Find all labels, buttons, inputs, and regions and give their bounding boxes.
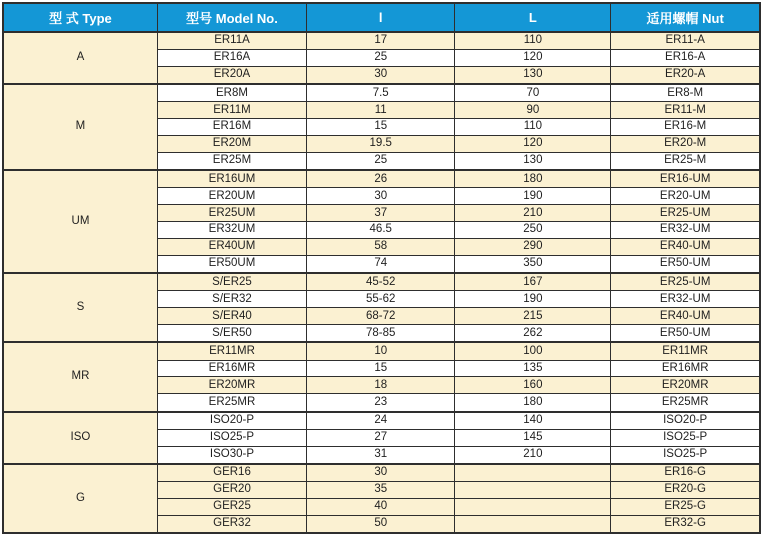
header-l-lower: l — [307, 3, 455, 32]
header-type: 型 式 Type — [3, 3, 157, 32]
group-type-cell: A — [3, 32, 157, 84]
cell-l-upper: 120 — [455, 136, 611, 153]
cell-l-upper: 110 — [455, 32, 611, 50]
cell-l-upper: 210 — [455, 205, 611, 222]
cell-model-no: GER25 — [157, 498, 306, 515]
group-type-cell: MR — [3, 342, 157, 411]
table-row — [3, 273, 760, 291]
cell-model-no: ER25M — [157, 153, 306, 171]
cell-l-upper: 180 — [455, 170, 611, 188]
cell-model-no: ER25MR — [157, 394, 306, 412]
cell-l-upper: 160 — [455, 377, 611, 394]
cell-nut: ER16-G — [611, 464, 760, 482]
table-header-row — [3, 3, 760, 32]
cell-l-upper: 190 — [455, 188, 611, 205]
cell-model-no: S/ER50 — [157, 325, 306, 343]
cell-l-lower: 68-72 — [307, 308, 455, 325]
cell-model-no: S/ER25 — [157, 273, 306, 291]
cell-model-no: ISO30-P — [157, 446, 306, 464]
cell-nut: ER50-UM — [611, 325, 760, 343]
cell-nut: ISO25-P — [611, 446, 760, 464]
cell-nut: ER16-A — [611, 50, 760, 67]
cell-l-upper — [455, 515, 611, 533]
cell-l-lower: 7.5 — [307, 84, 455, 102]
table-row — [3, 84, 760, 102]
cell-nut: ER20-G — [611, 481, 760, 498]
cell-nut: ER50-UM — [611, 256, 760, 274]
cell-model-no: ER50UM — [157, 256, 306, 274]
cell-l-upper — [455, 481, 611, 498]
cell-model-no: ISO20-P — [157, 412, 306, 430]
cell-model-no: GER32 — [157, 515, 306, 533]
cell-model-no: S/ER32 — [157, 291, 306, 308]
cell-nut: ER11MR — [611, 342, 760, 360]
cell-l-upper: 100 — [455, 342, 611, 360]
cell-nut: ER8-M — [611, 84, 760, 102]
cell-model-no: S/ER40 — [157, 308, 306, 325]
cell-l-lower: 15 — [307, 360, 455, 377]
cell-model-no: ER25UM — [157, 205, 306, 222]
cell-l-lower: 55-62 — [307, 291, 455, 308]
cell-l-lower: 19.5 — [307, 136, 455, 153]
cell-l-upper: 70 — [455, 84, 611, 102]
cell-model-no: GER16 — [157, 464, 306, 482]
cell-nut: ER11-M — [611, 102, 760, 119]
cell-l-lower: 35 — [307, 481, 455, 498]
cell-model-no: ER20UM — [157, 188, 306, 205]
cell-model-no: ER20A — [157, 67, 306, 85]
cell-model-no: ER11A — [157, 32, 306, 50]
cell-l-upper: 167 — [455, 273, 611, 291]
cell-model-no: ER16M — [157, 119, 306, 136]
header-l-upper: L — [455, 3, 611, 32]
cell-l-lower: 10 — [307, 342, 455, 360]
cell-nut: ER20MR — [611, 377, 760, 394]
cell-l-upper: 120 — [455, 50, 611, 67]
cell-nut: ER25-M — [611, 153, 760, 171]
group-type-cell: S — [3, 273, 157, 342]
cell-nut: ISO25-P — [611, 429, 760, 446]
cell-l-lower: 30 — [307, 67, 455, 85]
table-row — [3, 464, 760, 482]
cell-l-lower: 27 — [307, 429, 455, 446]
cell-model-no: ISO25-P — [157, 429, 306, 446]
header-nut: 适用螺帽 Nut — [611, 3, 760, 32]
cell-model-no: ER16UM — [157, 170, 306, 188]
cell-l-upper: 190 — [455, 291, 611, 308]
header-model-no: 型号 Model No. — [157, 3, 306, 32]
cell-l-lower: 46.5 — [307, 222, 455, 239]
cell-nut: ER20-A — [611, 67, 760, 85]
cell-l-upper: 210 — [455, 446, 611, 464]
cell-l-upper: 130 — [455, 67, 611, 85]
cell-l-lower: 18 — [307, 377, 455, 394]
cell-l-upper: 180 — [455, 394, 611, 412]
cell-model-no: ER8M — [157, 84, 306, 102]
cell-model-no: ER16A — [157, 50, 306, 67]
table-row — [3, 412, 760, 430]
cell-nut: ER32-UM — [611, 291, 760, 308]
cell-model-no: ER32UM — [157, 222, 306, 239]
cell-l-lower: 50 — [307, 515, 455, 533]
group-type-cell: G — [3, 464, 157, 533]
cell-model-no: GER20 — [157, 481, 306, 498]
cell-l-lower: 17 — [307, 32, 455, 50]
cell-l-upper: 215 — [455, 308, 611, 325]
cell-l-lower: 31 — [307, 446, 455, 464]
table-row — [3, 32, 760, 50]
cell-model-no: ER20MR — [157, 377, 306, 394]
cell-l-upper: 250 — [455, 222, 611, 239]
cell-l-lower: 25 — [307, 50, 455, 67]
cell-model-no: ER20M — [157, 136, 306, 153]
cell-model-no: ER11M — [157, 102, 306, 119]
cell-nut: ER32-UM — [611, 222, 760, 239]
cell-l-lower: 45-52 — [307, 273, 455, 291]
cell-l-upper: 140 — [455, 412, 611, 430]
cell-l-upper: 135 — [455, 360, 611, 377]
group-type-cell: UM — [3, 170, 157, 273]
cell-nut: ER20-M — [611, 136, 760, 153]
cell-nut: ER40-UM — [611, 308, 760, 325]
cell-model-no: ER16MR — [157, 360, 306, 377]
cell-l-lower: 25 — [307, 153, 455, 171]
cell-nut: ER25-UM — [611, 273, 760, 291]
cell-nut: ER16MR — [611, 360, 760, 377]
cell-l-upper: 350 — [455, 256, 611, 274]
table-body — [3, 32, 760, 533]
cell-l-upper — [455, 464, 611, 482]
table-row — [3, 342, 760, 360]
cell-l-upper: 90 — [455, 102, 611, 119]
cell-model-no: ER40UM — [157, 239, 306, 256]
group-type-cell: M — [3, 84, 157, 170]
cell-l-lower: 26 — [307, 170, 455, 188]
cell-l-lower: 74 — [307, 256, 455, 274]
group-type-cell: ISO — [3, 412, 157, 464]
cell-l-lower: 30 — [307, 464, 455, 482]
cell-l-upper: 130 — [455, 153, 611, 171]
cell-nut: ER20-UM — [611, 188, 760, 205]
table-row — [3, 170, 760, 188]
cell-nut: ISO20-P — [611, 412, 760, 430]
cell-nut: ER25MR — [611, 394, 760, 412]
cell-l-lower: 24 — [307, 412, 455, 430]
cell-l-lower: 30 — [307, 188, 455, 205]
cell-l-lower: 15 — [307, 119, 455, 136]
cell-l-lower: 58 — [307, 239, 455, 256]
cell-model-no: ER11MR — [157, 342, 306, 360]
cell-l-lower: 40 — [307, 498, 455, 515]
collet-spec-table — [2, 2, 761, 534]
cell-l-upper: 262 — [455, 325, 611, 343]
cell-nut: ER25-G — [611, 498, 760, 515]
cell-l-lower: 37 — [307, 205, 455, 222]
cell-nut: ER25-UM — [611, 205, 760, 222]
cell-nut: ER32-G — [611, 515, 760, 533]
cell-nut: ER16-UM — [611, 170, 760, 188]
cell-nut: ER16-M — [611, 119, 760, 136]
cell-l-upper — [455, 498, 611, 515]
cell-l-lower: 11 — [307, 102, 455, 119]
cell-l-upper: 110 — [455, 119, 611, 136]
cell-nut: ER11-A — [611, 32, 760, 50]
cell-l-lower: 23 — [307, 394, 455, 412]
cell-nut: ER40-UM — [611, 239, 760, 256]
cell-l-upper: 145 — [455, 429, 611, 446]
cell-l-upper: 290 — [455, 239, 611, 256]
cell-l-lower: 78-85 — [307, 325, 455, 343]
